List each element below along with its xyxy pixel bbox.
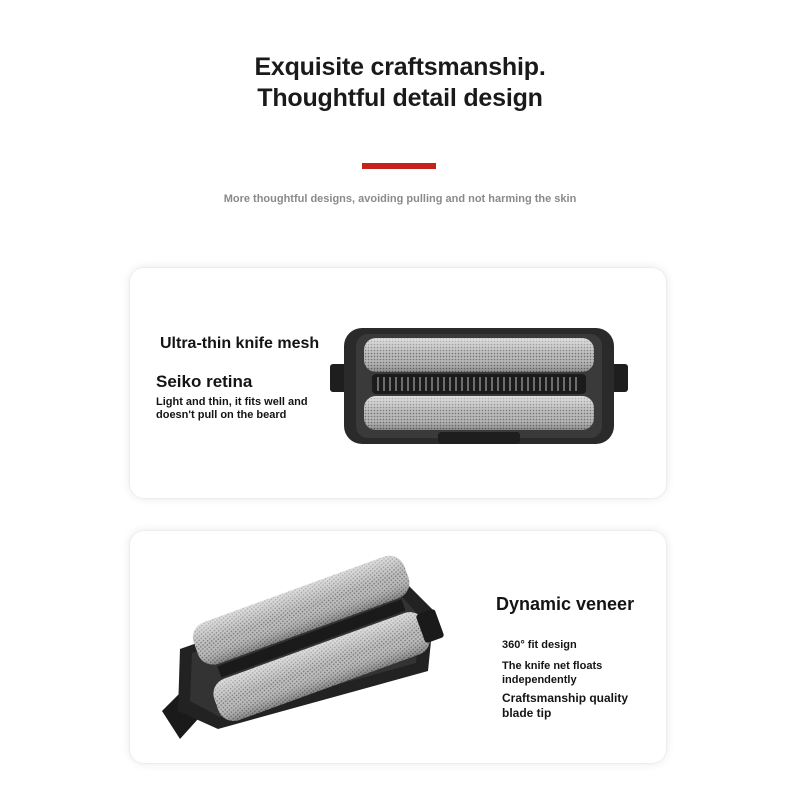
card-title: Ultra-thin knife mesh [160, 335, 320, 352]
description-line-1: Light and thin, it fits well and [156, 396, 308, 408]
feature-floating-net [502, 659, 602, 687]
card-description [156, 396, 308, 422]
feature-blade-tip-line-2: blade tip [502, 706, 552, 720]
card-title: Dynamic veneer [496, 594, 635, 614]
description-line-2: doesn't pull on the beard [156, 409, 287, 421]
accent-divider [362, 163, 436, 169]
headline-line-1: Exquisite craftsmanship. [254, 53, 546, 81]
headline [0, 52, 800, 114]
feature-fit-design: 360° fit design [502, 639, 577, 651]
feature-blade-tip-line-1: Craftsmanship quality [502, 691, 629, 705]
feature-blade-tip [502, 691, 628, 721]
feature-card-mesh [130, 268, 666, 498]
subtitle: More thoughtful designs, avoiding pulling and not harming the skin [223, 193, 577, 205]
shaver-head-angled-image [158, 551, 448, 741]
feature-card-veneer [130, 531, 666, 763]
headline-line-2: Thoughtful detail design [257, 84, 543, 112]
feature-floating-net-line-1: The knife net floats [502, 660, 603, 672]
card-subtitle: Seiko retina [156, 372, 253, 391]
shaver-head-front-image [328, 322, 630, 450]
feature-floating-net-line-2: independently [502, 674, 577, 686]
